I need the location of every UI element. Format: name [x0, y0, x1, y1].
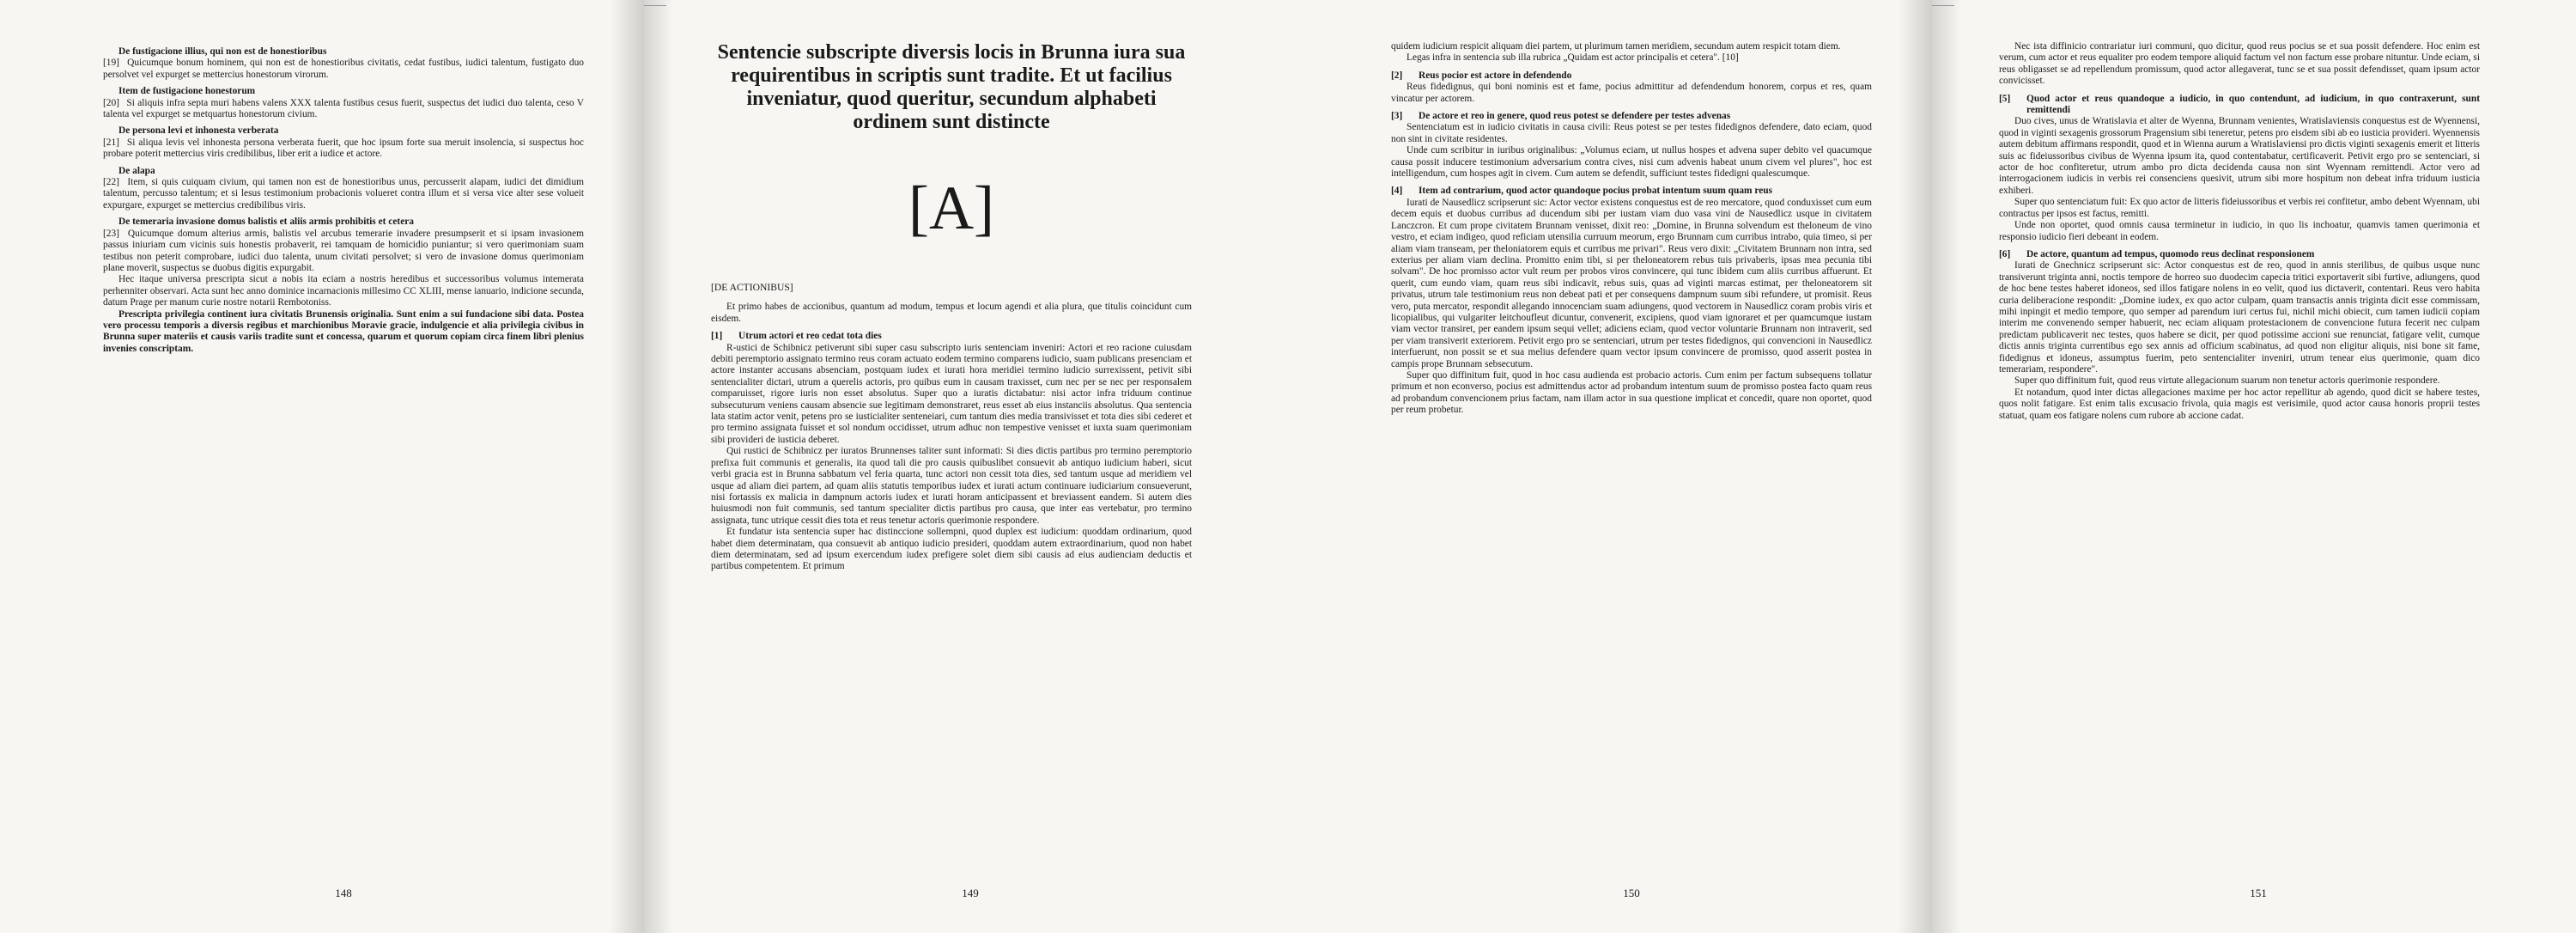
- numbered-paragraph: [103, 98, 584, 121]
- numbered-heading: [1999, 249, 2480, 260]
- numbered-paragraph: [103, 137, 584, 161]
- numbered-paragraph: [103, 58, 584, 81]
- section-heading: Item de fustigacione honestorum: [118, 86, 256, 97]
- heading-text: De actore et reo in genere, quod reus potest se defendere per testes advenas: [1419, 111, 1731, 122]
- heading-number: [3]: [1391, 111, 1403, 122]
- paragraph-text: Si aliqua levis vel inhonesta persona verberata fuerit, que hoc ipsum forte sua meruit insolencia, si suspectus hoc probare poterit mettercius viris credibilibus, liber erit a iudice et actore.: [103, 137, 584, 160]
- numbered-heading: [1391, 70, 1872, 82]
- paragraph-text: Quicumque domum alterius armis, balistis vel arcubus temerarie invadere presumpserit et si ipsam invasionem passus iniuriam cum vicinis suis honestis probaverit, rei tamquam de homicidio puniantur; si vero querimoniam suam testibus non peterit comprobare, iudici duo talenta, unum civitati persolvet; si vero de invasione domus querimoniam plane moverit, suspectus se duobus digitis expurgabit.: [103, 228, 584, 273]
- paragraph: Nec ista diffinicio contrariatur iuri communi, quo dicitur, quod reus pocius se et sua possit defendere. Hoc enim est verum, cum actor et reus equaliter pro eodem tempore aliquid factum vel non factum esse probare nituntur. Unde eciam, si reus obligasset se ad repellendum promissum, quod actor allegaverat, tunc se et sua possit defendisset, quam ipsum actor convicisset.: [1999, 41, 2480, 87]
- paragraph: Duo cives, unus de Wratislavia et alter de Wyenna, Brunnam venientes, Wratislaviensis conquestus est de Wyennensi, quod in viginti sexagenis grossorum Pragensium sibi teneretur, petens pro eisdem sibi ab eo iusticia provideri. Wyennensis autem debitum affirmans respondit, quod et in Wienna aurum a Wratislaviensi pro dictis viginti sexagenis emerit et litteris suis ac fideiussoribus civibus de Wyenna ipsum ita, quod contentabatur, certificaverit. Petivit ergo pro se sentenciari, si actor de hoc confiteretur, utrum ambo pro dicta decidenda causa non sint Wyennam remittendi. Actor vero ad interrogacionem iudicis in verbis rei consenciens quesivit, utrum sibi more hospitum non debeat infra triduum iusticia exhiberi.: [1999, 116, 2480, 196]
- numbered-paragraph: [103, 229, 584, 275]
- heading-text: Quod actor et reus quandoque a iudicio, in quo contendunt, ad iudicium, in quo contraxerunt, sunt remittendi: [2026, 93, 2480, 116]
- paragraph: Et primo habes de accionibus, quantum ad modum, tempus et locum agendi et alia plura, que titulis coincidunt cum eisdem.: [711, 302, 1192, 324]
- paragraph-text: Si aliquis infra septa muri habens valens XXX talenta fustibus cesus fuerit, suspectus det iudici duo talenta, ceso V talenta vel expurget se metquartus honestorum civium.: [103, 97, 584, 120]
- paragraph: Super quo sentenciatum fuit: Ex quo actor de litteris fideiussoribus et verbis rei confitetur, ambo debent Wyennam, ubi contractus per ipsos est factus, remitti.: [1999, 197, 2480, 219]
- heading-number: [2]: [1391, 70, 1403, 81]
- page-151: [1932, 0, 2576, 933]
- paragraph-number: [19]: [103, 58, 119, 69]
- heading-number: [1]: [711, 331, 723, 342]
- section-heading: De temeraria invasione domus balistis et aliis armis prohibitis et cetera: [118, 216, 414, 228]
- page-148-text-column: [103, 41, 584, 355]
- privilege-note: Prescripta privilegia continent iura civitatis Brunensis originalia. Sunt enim a sui fundacione sibi data. Postea vero processu temporis a diversis regibus et marchionibus Moravie gracie, indulgencie et alia privilegia civibus in Brunna super materiis et causis variis tradite sunt et concessa, quarum et quorum copiam circa finem libri plenius invenies conscriptam.: [103, 308, 584, 354]
- chapter-title: Sentencie subscripte diversis locis in Brunna iura sua requirentibus in scriptis sunt tradite. Et ut facilius inveniatur, quod queritur, secundum alphabeti ordinem sunt distincte: [717, 41, 1186, 133]
- heading-text: Utrum actori et reo cedat tota dies: [738, 331, 882, 342]
- heading-text: Item ad contrarium, quod actor quandoque pocius probat intentum suum quam reus: [1419, 186, 1773, 197]
- paragraph-text: Quicumque bonum hominem, qui non est de honestioribus civitatis, cedat fustibus, iudici talentum, fustigato duo persolvet vel expurget se mettercius honestorum virorum.: [103, 58, 584, 80]
- paragraph: R-ustici de Schibnicz petiverunt sibi super casu subscripto iuris sentenciam inveniri: Actori et reo racione cuiusdam debiti peremptorio assignato termino reus coram actuato eodem termino comparens iudicio, suam publicans presenciam et actore instanter accusans absenciam, postquam iudex et iurati hora meridiei termino iudicio surrexissent, petivit sibi sentencialiter dictari, utrum a querelis actoris, pro quibus eum in causam traxisset, cum nec per se nec per responsalem comparuisset, rigore iuris non esset absolutus. Super quo a iuratis dictabatur: nisi actor infra triduum continue subsecuturum veniens causam absencie sue legitimam demonstraret, reus esset ab eius instanciis absolutus. Qua sentencia lata statim actor venit, petens pro se iusticialiter senteneiari, cum tantum dies media transivisset et tota dies sibi cederet et pro termino assignata fuisset et sol nondum occidisset, utrum adhuc non tempestive venisset et iuxta suam querimoniam sibi provideri de iusticia deberet.: [711, 342, 1192, 445]
- page-150: [1288, 0, 1932, 933]
- gutter-crease: [1932, 5, 1954, 20]
- gutter-crease: [644, 5, 666, 20]
- heading-number: [6]: [1999, 248, 2011, 259]
- paragraph: Et notandum, quod inter dictas allegaciones maxime per hoc actor repellitur ab agendo, quod dicit se habere testes, quos nolit fatigare. Est enim talis excusacio frivola, quia magis est verisimile, quod actor causa honoris proprii testes statuat, quam eos fatigare nolens cum rubore ab accione cadat.: [1999, 387, 2480, 421]
- paragraph: Super quo diffinitum fuit, quod reus virtute allegacionum suarum non tenetur actoris querimonie respondere.: [2014, 375, 2440, 387]
- paragraph: Hec itaque universa prescripta sicut a nobis ita eciam a nostris heredibus et successoribus volumus intemerata perhenniter observari. Acta sunt hec anno dominice incarnacionis millesimo CC XLIII, mense ianuario, indicione secunda, datum Prage per manum curie nostre notarii Rembotoniss.: [103, 274, 584, 308]
- page-number: 151: [2250, 887, 2267, 899]
- paragraph-text: Item, si quis cuiquam civium, qui tamen non est de honestioribus unus, percusserit alapam, iudici det dimidium talentum, percusso talentum; et si lesus testimonium probacionis volueret contra illum et si versa vice alter sese volueit expurgare, expurget se mettercius credibilibus viris.: [103, 177, 584, 210]
- paragraph: Sentenciatum est in iudicio civitatis in causa civili: Reus potest se per testes fidedignos defendere, dato eciam, quod non sint in civitate residentes.: [1391, 122, 1872, 144]
- numbered-heading: [711, 331, 1192, 342]
- paragraph: Legas infra in sentencia sub illa rubrica „Quidam est actor principalis et cetera". [10]: [1406, 52, 1739, 64]
- paragraph: Reus fidedignus, qui boni nominis est et fame, pocius admittitur ad defendendum honorem, corpus et res, quam vincatur per actorem.: [1391, 82, 1872, 104]
- page-149: [644, 0, 1288, 933]
- heading-number: [5]: [1999, 93, 2011, 104]
- paragraph: Iurati de Gnechnicz scripserunt sic: Actor conquestus est de reo, quod in annis sterilibus, de quibus usque nunc transiverunt triginta anni, noctis tempore de horreo suo duodecim capecia tritici exportaverit sibi furtive, adiungens, quod de hoc bene testes haberet idoneos, sed illos fatigare nolens in eo velit, quod ius dictaverit, contentari. Reus vero habita curia deliberacione respondit: „Domine iudex, ex quo actor culpam, quam transactis annis triginta dicit esse commissam, mihi inpingit et medio tempore, quo semper ad parendum iuri certus fui, nichil michi obiecit, cum tamen iudicii copiam interim me convenendo semper habuerit, nec eciam aliquam protestacionem de convencione futura fecerit nec culpam predictam publicaverit nec testes, quos habere se dicit, per quod potissime accioni sue renunciat, fatigare velit, cumque dictis annis triginta currentibus ego sex annis ad officium scabinatus, ad quod non eligitur aliquis, nisi bone sit fame, fidedignus et idoneus, assumptus fuerim, peto sentencialiter inveniri, utrum tenear eius querimonie, quam dico temerariam, respondere".: [1999, 260, 2480, 375]
- paragraph-number: [22]: [103, 177, 119, 188]
- paragraph: Et fundatur ista sentencia super hac distinccione sollempni, quod duplex est iudicium: quoddam ordinarium, quod habet diem determinatam, qua consuevit ab antiquo iudicio presideri, quoddam autem extraordinarium, quod non habet diem determinatam, sed ad ipsum exercendum iudex prefigere solet diem sibi causis ad eius audienciam deductis et partibus competentem. Et primum: [711, 527, 1192, 572]
- paragraph-number: [23]: [103, 228, 119, 239]
- numbered-heading: [1999, 94, 2480, 117]
- numbered-heading: [1391, 186, 1872, 197]
- section-heading: De persona levi et inhonesta verberata: [118, 125, 279, 137]
- paragraph-number: [20]: [103, 97, 119, 108]
- section-heading: De alapa: [118, 165, 155, 176]
- page-150-text-column: [1391, 41, 1872, 417]
- section-heading: De fustigacione illius, qui non est de honestioribus: [118, 46, 327, 57]
- paragraph: Unde cum scribitur in iuribus originalibus: „Volumus eciam, ut nullus hospes et advena super debito vel quacumque causa possit inducere testimonium adversarium contra cives, nisi cum advenis habeat unum civem vel plures", hoc est intelligendum, cum hospes agit in civem. Cum autem se defendit, sufficiunt testes fidedigni qualescumque.: [1391, 145, 1872, 180]
- numbered-heading: [1391, 111, 1872, 122]
- page-148: [0, 0, 644, 933]
- page-number: 149: [962, 887, 979, 899]
- page-number: 150: [1623, 887, 1640, 899]
- page-151-text-column: [1999, 41, 2480, 422]
- paragraph: Unde non oportet, quod omnis causa terminetur in iudicio, in quo lis inchoatur, quamvis tamen querimonia et responsio iudicio fieri debeant in eodem.: [1999, 220, 2480, 242]
- page-149-text-column: [711, 41, 1192, 573]
- heading-text: Reus pocior est actore in defendendo: [1419, 70, 1572, 81]
- paragraph: Qui rustici de Schibnicz per iuratos Brunnenses taliter sunt informati: Si dies dictis partibus pro termino peremptorio prefixa fuit communis et generalis, ita quod tali die pro causis quibuslibet consuevit ab antiquo iudicium haberi, sicut verbi gracia est in Brunna sabbatum vel feria quarta, tunc actori non cessit tota dies, sed tantum usque ad meridiem vel usque ad aliam diei partem, ad quam aliis statutis temporibus iudex et iurati actum continuare iudiciarium consueverunt, nisi fortassis ex malicia in dampnum actoris iudex et iurati horam anticipassent et breviassent eandem. Si autem dies huiusmodi non fuit communis, sed tantum specialiter dictis partibus pro causa, que inter eas vertebatur, pro termino assignata, tunc utrique cessit dies tota et reus tenetur actoris querimonie respondere.: [711, 446, 1192, 526]
- alphabet-section-letter: [A]: [908, 174, 994, 242]
- heading-number: [4]: [1391, 186, 1403, 197]
- right-spread: [1288, 0, 2576, 933]
- heading-text: De actore, quantum ad tempus, quomodo reus declinat responsionem: [2026, 248, 2315, 259]
- paragraph: quidem iudicium respicit aliquam diei partem, ut plurimum tamen meridiem, secundum autem respicit totam diem.: [1391, 41, 1841, 52]
- numbered-paragraph: [103, 177, 584, 211]
- paragraph: Iurati de Nausedlicz scripserunt sic: Actor vector existens conquestus est de reo mercatore, quod conduxisset cum eum decem equis et duobus curribus ad ducendum sibi per iustam viam duo vasa vini de Nausedlicz usque in civitatem Lanczcron. Et cum prope civitatem Brunnam venisset, dixit reo: „Domine, in Brunna solvendum est theloneum de vino vestro, et eciam indigeo, quod reficiam utensilia curruum meorum, ergo Brunnam cum curribus intrabo, quia timeo, si per aliam viam transeam, per theloniatorem equis et curribus me privari". Reus vero dixit: „Civitatem Brunnam non intra, sed exterius per aliam viam declina. Promitto enim tibi, si per theloneatorem rebus tuis privaberis, ipsas mea pecunia tibi solvam". De hoc promisso actor vult reum per probos viros convincere, qui tunc ibidem cum aliis curribus affuerunt. Et querit, cum eundo viam, quam reus sibi indicavit, rebus suis, quas ad viginti marcas estimat, per theloneatorem sit privatus, utrum tale testimonium reus non debeat pati et per consequens dampnum suum sibi refundere, ut promisit. Reus vero, puta mercator, respondit allegando innocenciam suam adiungens, quod vectorem in Nausedlicz coram probis viris et licopialibus, qui vulgariter leitchoufleut dicuntur, convenerit, excipiens, quod viam ignoraret et per quamcumque iustam viam vector transiret, per eandem ipsum sequi vellet; adiciens eciam, quod vector voluntarie Brunnam non intraverit, sed per viam transiverit exteriorem. Petivit ergo pro se sentenciari, utrum per testes fidedignos, qui convencioni in Nausedlicz interfuerunt, non possit se et sua melius defendere quam vector ipsum convincere de promisso, quod asserit postea in campis prope Brunnam sebsecutum.: [1391, 197, 1872, 369]
- rubric-heading: [DE ACTIONIBUS]: [711, 282, 793, 293]
- page-number: 148: [335, 887, 352, 899]
- paragraph: Super quo diffinitum fuit, quod in hoc casu audienda est probacio actoris. Cum enim per factum subsequens tollatur primum et non econverso, pocius est admittendus actor ad probandum intentum suum de promisso postea facto quam reus ad probandum convencionem prius factam, nam illam actor in sua questione implicat et concedit, quare non oportet, quod per reum probetur.: [1391, 369, 1872, 416]
- paragraph-number: [21]: [103, 137, 119, 148]
